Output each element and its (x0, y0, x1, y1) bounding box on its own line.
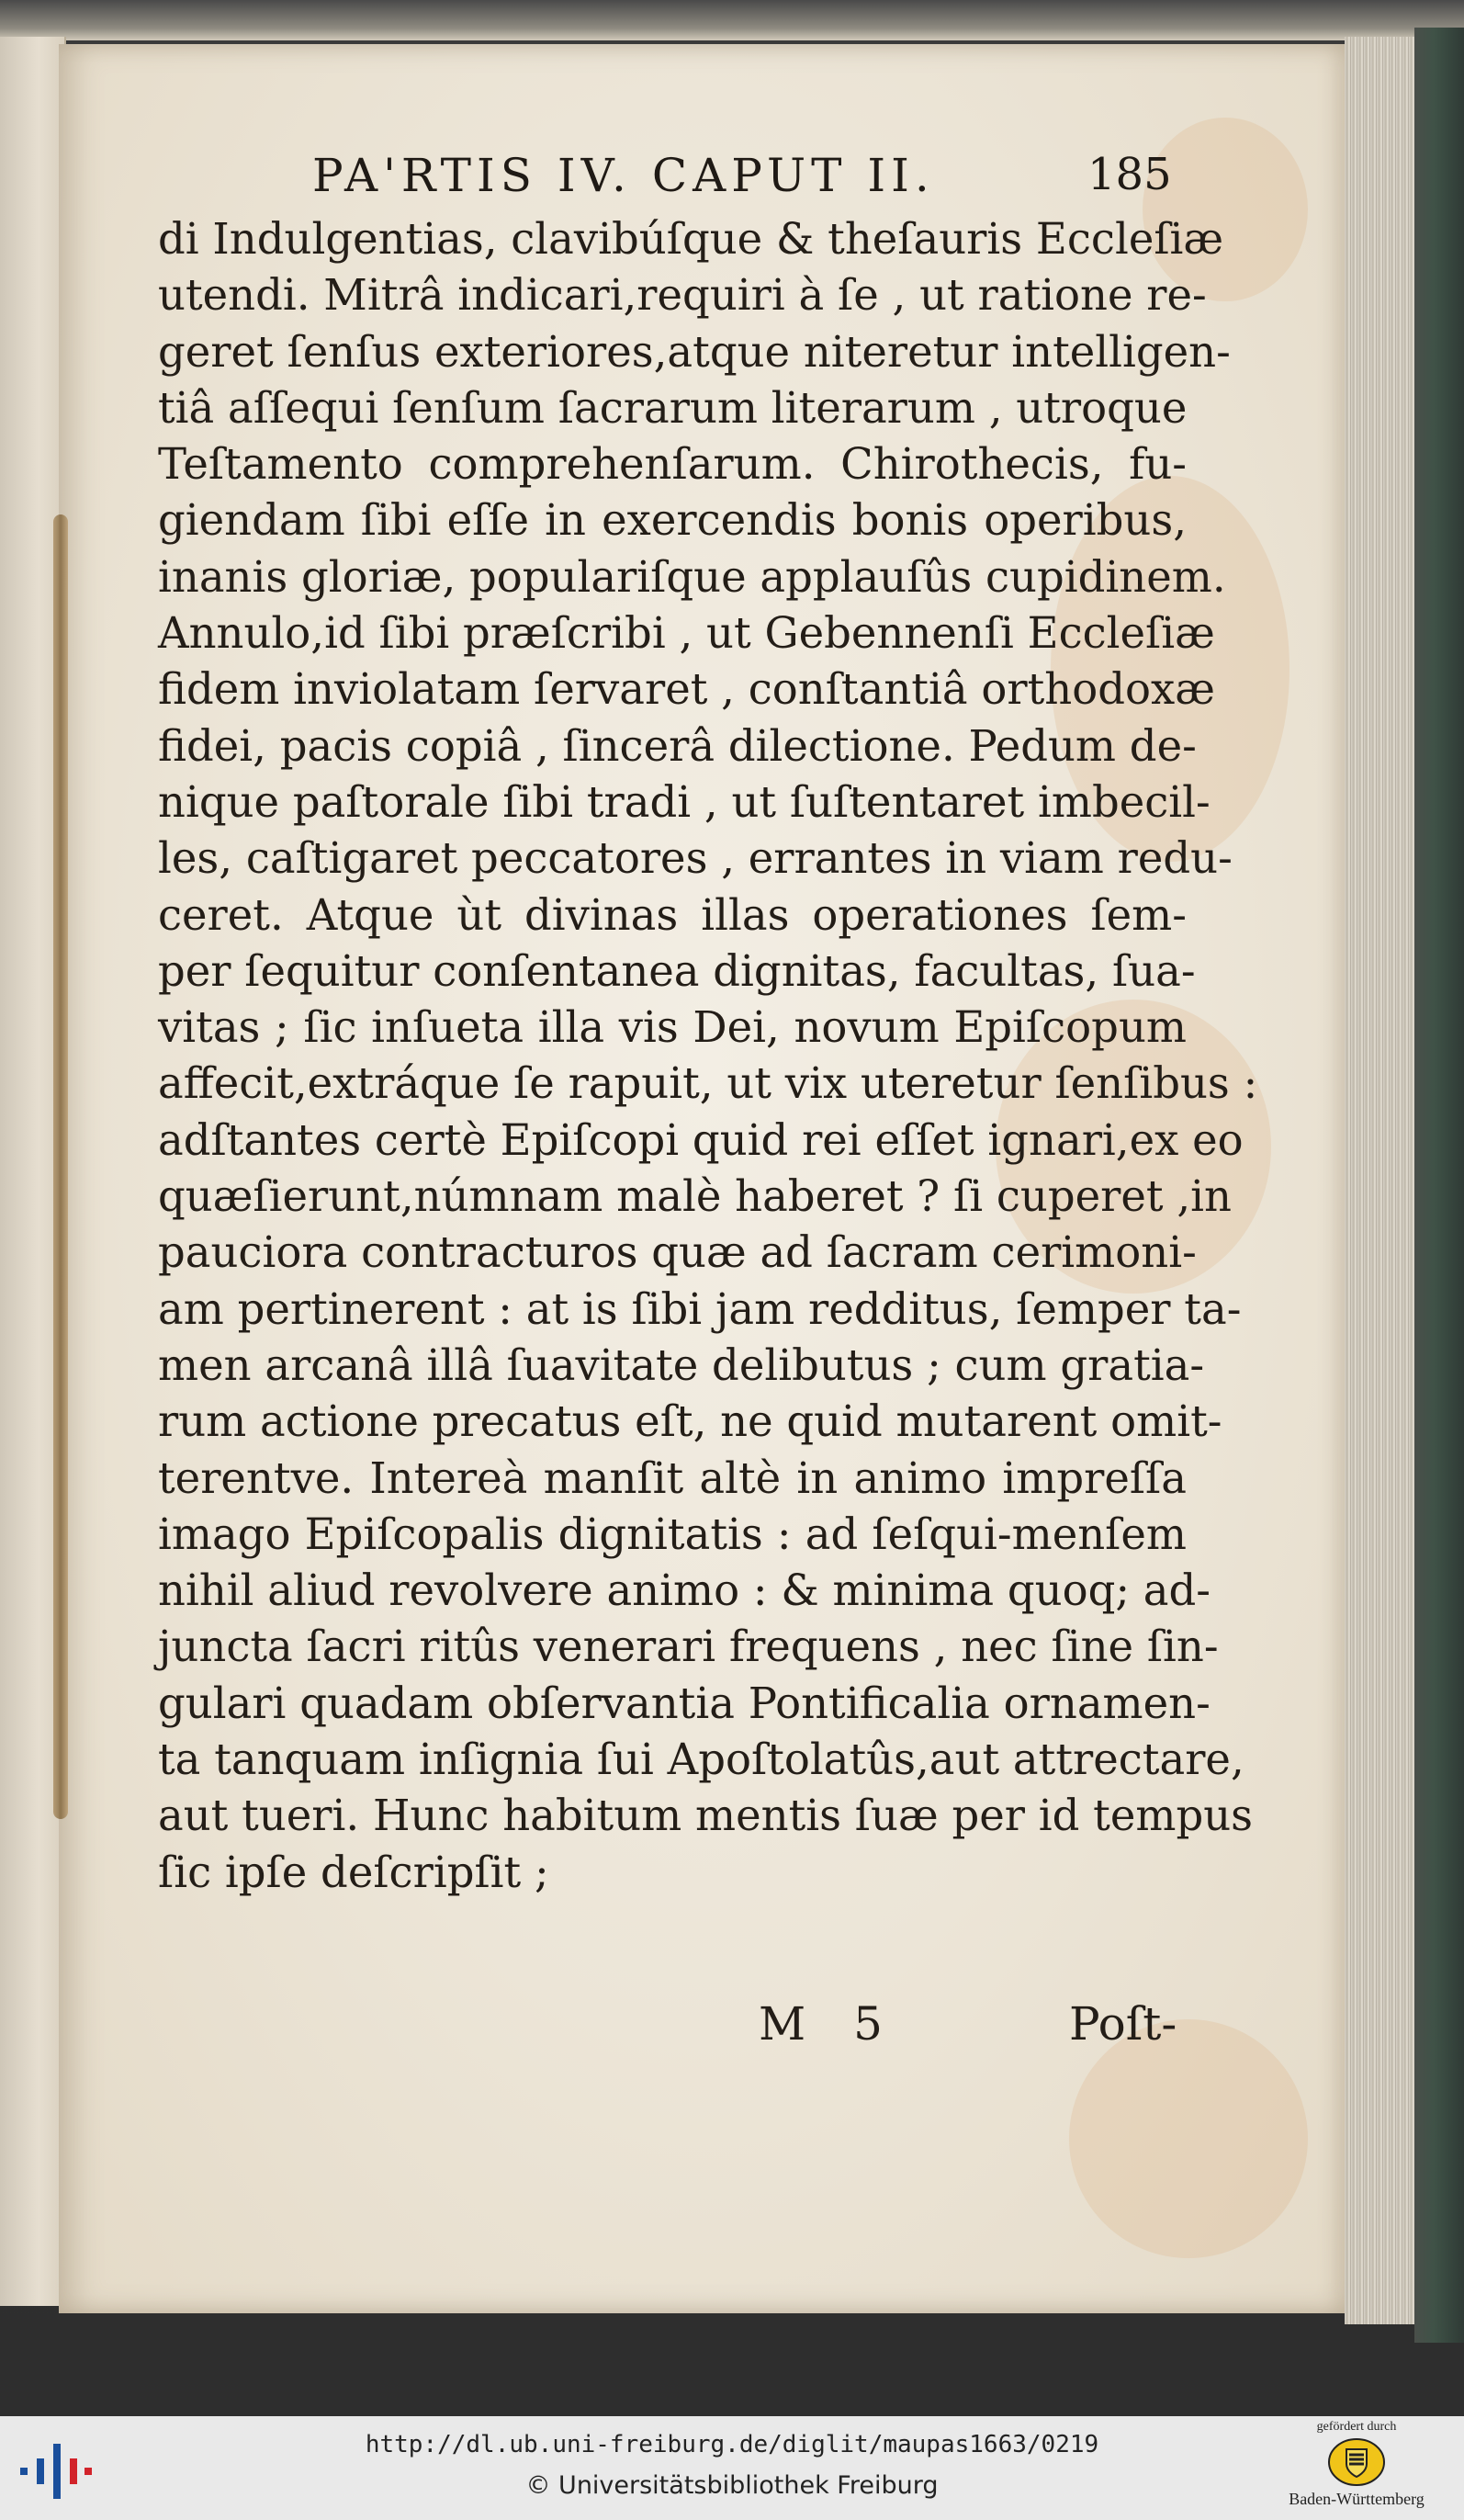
text-line: terentve. Intereà manſit altè in animo impreſſa (158, 1452, 1187, 1503)
text-line: Annulo,id ſibi præſcribi , ut Gebennenſi Eccleſiæ (158, 608, 1215, 659)
text-line: adſtantes certè Epiſcopi quid rei eſſet ignari,ex eo (158, 1114, 1244, 1165)
baden-wuerttemberg-crest-icon (1324, 2436, 1389, 2488)
text-line: quæſierunt,númnam malè haberet ? ſi cuperet ,in (158, 1171, 1232, 1222)
text-line: vitas ; ſic inſueta illa vis Dei, novum Epiſcopum (158, 1002, 1187, 1053)
text-line: men arcanâ illâ ſuavitate delibutus ; cum gratia- (158, 1339, 1205, 1390)
text-line: gulari quadam obſervantia Pontificalia ornamen- (158, 1678, 1211, 1728)
text-line: ſic ipſe deſcripſit ; (158, 1847, 549, 1897)
page-number: 185 (1087, 149, 1172, 200)
copyright-text: © Universitätsbibliothek Freiburg (525, 2471, 939, 2500)
book-cover-edge (1414, 28, 1464, 2343)
sponsor-block (1258, 2418, 1455, 2517)
permalink-url[interactable]: http://dl.ub.uni-freiburg.de/diglit/maupas1663/0219 (365, 2431, 1099, 2458)
text-line: geret ſenſus exteriores,atque niteretur intelligen- (158, 326, 1231, 377)
text-line: tiâ aſſequi ſenſum ſacrarum literarum , utroque (158, 382, 1188, 433)
text-line: fidem inviolatam ſervaret , conſtantiâ orthodoxæ (158, 664, 1215, 715)
text-line: nique paſtorale ſibi tradi , ut ſuſtentaret imbecil- (158, 776, 1211, 827)
text-line: fidei, pacis copiâ , ſincerâ dilectione. Pedum de- (158, 720, 1197, 771)
text-line: pauciora contracturos quæ ad ſacram cerimoni- (158, 1227, 1197, 1278)
text-line: utendi. Mitrâ indicari,requiri à ſe , ut ratione re- (158, 270, 1207, 321)
signature-mark: M 5 (759, 1997, 899, 2051)
text-line: imago Epiſcopalis dignitatis : ad ſeſqui-menſem (158, 1509, 1187, 1559)
viewer-footer (0, 2416, 1464, 2520)
text-line: ceret. Atque ùt divinas illas operationes ſem- (158, 889, 1187, 940)
text-line: rum actione precatus eſt, ne quid mutarent omit- (158, 1396, 1222, 1447)
top-edge (0, 0, 1464, 40)
text-line: juncta ſacri ritûs venerari frequens , nec ſine ſin- (158, 1622, 1219, 1672)
text-line: affecit,extráque ſe rapuit, ut vix uteretur ſenſibus : (158, 1058, 1258, 1109)
text-line: les, caſtigaret peccatores , errantes in viam redu- (158, 833, 1233, 884)
running-head: PA'RTIS IV. CAPUT II. (312, 149, 935, 202)
text-line: per ſequitur conſentanea dignitas, facultas, ſua- (158, 945, 1196, 996)
text-line: aut tueri. Hunc habitum mentis ſuæ per id tempus (158, 1791, 1254, 1841)
binding-shadow (53, 514, 68, 1819)
catchword: Poſt- (1069, 1997, 1177, 2051)
text-line: inanis gloriæ, populariſque applauſûs cupidinem. (158, 551, 1226, 602)
body-text (158, 211, 1258, 1901)
text-line: nihil aliud revolvere animo : & minima quoq; ad- (158, 1565, 1211, 1616)
sponsor-name: Baden-Württemberg (1289, 2490, 1425, 2508)
text-line: di Indulgentias, clavibúſque & theſauris Eccleſiæ (158, 214, 1224, 264)
text-line: Teſtamento comprehenſarum. Chirothecis, fu- (158, 439, 1187, 490)
sponsor-label: gefördert durch (1316, 2420, 1397, 2434)
text-line: ta tanquam inſignia ſui Apoſtolatûs,aut attrectare, (158, 1735, 1244, 1785)
text-line: giendam ſibi eſſe in exercendis bonis operibus, (158, 495, 1187, 546)
text-line: am pertinerent : at is ſibi jam redditus, ſemper ta- (158, 1283, 1242, 1334)
